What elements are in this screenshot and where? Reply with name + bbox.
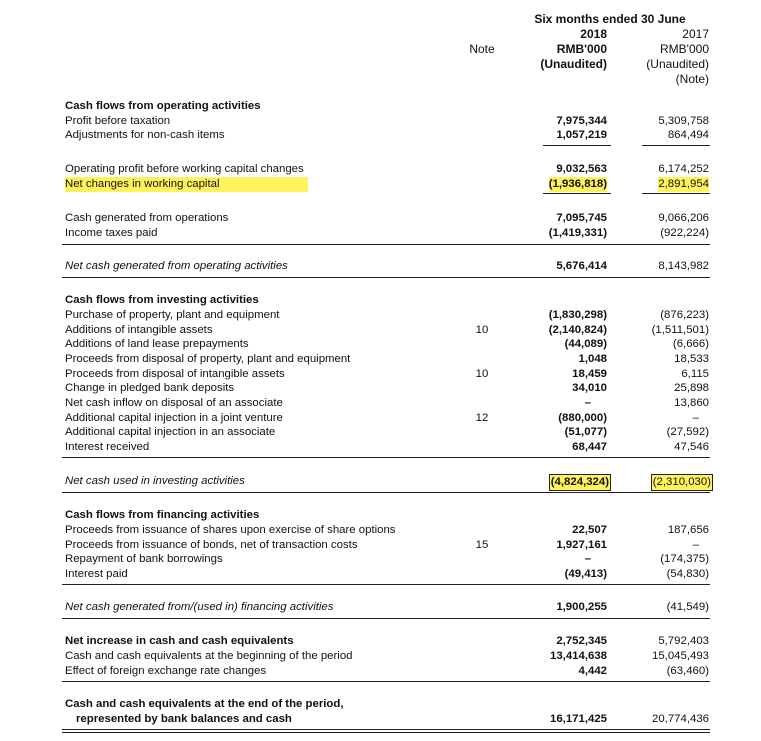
closing-label-line1: Cash and cash equivalents at the end of the period,: [65, 698, 344, 710]
period-header: Six months ended 30 June: [534, 12, 686, 26]
table-row: Proceeds from disposal of intangible assets 10 18,459 6,115: [65, 368, 709, 380]
section-title-financing: Cash flows from financing activities: [65, 509, 260, 521]
table-row: Income taxes paid (1,419,331) (922,224): [65, 227, 709, 239]
section-rule: [62, 618, 710, 619]
closing-balance-row: represented by bank balances and cash 16,171,425 20,774,436: [76, 713, 709, 725]
table-row: Additions of intangible assets 10 (2,140,824) (1,511,501): [65, 324, 709, 336]
table-row: Cash and cash equivalents at the beginning of the period 13,414,638 15,045,493: [65, 650, 709, 662]
section-title-operating: Cash flows from operating activities: [65, 100, 261, 112]
subtotal-row: Net cash generated from/(used in) financing activities 1,900,255 (41,549): [65, 601, 709, 613]
table-row: Net cash inflow on disposal of an associate – 13,860: [65, 397, 709, 409]
table-row: Additions of land lease prepayments (44,089) (6,666): [65, 338, 709, 350]
table-row: Additional capital injection in an associate (51,077) (27,592): [65, 426, 709, 438]
table-row: Net increase in cash and cash equivalents 2,752,345 5,792,403: [65, 635, 709, 647]
table-row: Effect of foreign exchange rate changes 4,442 (63,460): [65, 665, 709, 677]
table-row: Profit before taxation 7,975,344 5,309,758: [65, 115, 709, 127]
total-double-rule: [62, 729, 710, 733]
table-row: Proceeds from issuance of bonds, net of transaction costs 15 1,927,161 –: [65, 539, 699, 551]
table-row: Operating profit before working capital changes 9,032,563 6,174,252: [65, 163, 709, 175]
table-row: Change in pledged bank deposits 34,010 25,898: [65, 382, 709, 394]
section-rule: [62, 681, 710, 682]
subtotal-rule: [543, 193, 611, 194]
note-column-header: Note: [469, 42, 495, 56]
column-header-2018: 2018 RMB'000 (Unaudited): [540, 27, 607, 71]
section-rule: [62, 584, 710, 585]
section-rule: [62, 457, 710, 458]
subtotal-rule: [543, 145, 611, 146]
table-row: Additional capital injection in a joint venture 12 (880,000) –: [65, 412, 699, 424]
subtotal-row: Net cash generated from operating activities 5,676,414 8,143,982: [65, 260, 709, 272]
subtotal-rule: [642, 145, 710, 146]
subtotal-rule: [642, 193, 710, 194]
section-title-investing: Cash flows from investing activities: [65, 294, 259, 306]
column-header-2017: 2017 RMB'000 (Unaudited) (Note): [646, 27, 709, 86]
table-row: Repayment of bank borrowings – (174,375): [65, 553, 709, 565]
section-rule: [62, 244, 710, 245]
table-row: Proceeds from issuance of shares upon exercise of share options 22,507 187,656: [65, 524, 709, 536]
table-row: Proceeds from disposal of property, plant and equipment 1,048 18,533: [65, 353, 709, 365]
table-row: Purchase of property, plant and equipment (1,830,298) (876,223): [65, 309, 709, 321]
table-row-highlighted: Net changes in working capital (1,936,818) 2,891,954: [65, 178, 709, 190]
table-row: Interest received 68,447 47,546: [65, 441, 709, 453]
subtotal-row-highlighted: Net cash used in investing activities (4,824,324) (2,310,030): [0, 474, 761, 489]
section-rule: [62, 492, 710, 493]
table-row: Cash generated from operations 7,095,745 9,066,206: [65, 212, 709, 224]
section-rule: [62, 277, 710, 278]
table-row: Interest paid (49,413) (54,830): [65, 568, 709, 580]
table-row: Adjustments for non-cash items 1,057,219 864,494: [65, 129, 709, 141]
